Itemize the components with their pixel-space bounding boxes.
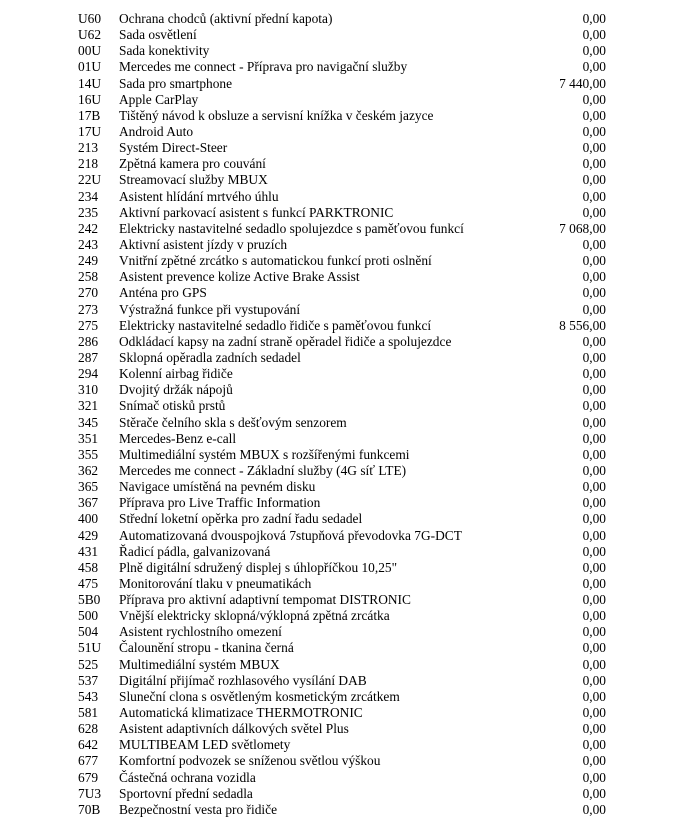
option-description: Multimediální systém MBUX — [119, 656, 280, 672]
option-price: 0,00 — [582, 269, 606, 285]
option-price: 0,00 — [582, 462, 606, 478]
option-price: 0,00 — [582, 11, 606, 26]
option-price: 0,00 — [582, 705, 606, 721]
list-item — [0, 479, 684, 495]
list-item — [0, 721, 684, 737]
option-description: Částečná ochrana vozidla — [119, 769, 256, 785]
option-code: 355 — [78, 446, 99, 462]
option-price: 0,00 — [582, 140, 606, 156]
list-item — [0, 285, 684, 301]
option-code: 367 — [78, 495, 99, 511]
option-price: 0,00 — [582, 527, 606, 543]
option-price: 0,00 — [582, 575, 606, 591]
option-price: 0,00 — [582, 253, 606, 269]
list-item — [0, 447, 684, 463]
list-item — [0, 156, 684, 172]
option-description: Asistent rychlostního omezení — [119, 624, 282, 640]
option-description: Ochrana chodců (aktivní přední kapota) — [119, 11, 333, 26]
list-item — [0, 318, 684, 334]
option-price: 0,00 — [582, 672, 606, 688]
option-price: 7 440,00 — [559, 75, 606, 91]
option-code: 22U — [78, 172, 102, 188]
list-item — [0, 221, 684, 237]
option-description: Anténa pro GPS — [119, 285, 207, 301]
option-price: 0,00 — [582, 172, 606, 188]
option-description: Sada osvětlení — [119, 27, 197, 43]
option-price: 0,00 — [582, 236, 606, 252]
option-code: 351 — [78, 430, 99, 446]
list-item — [0, 592, 684, 608]
option-code: 431 — [78, 543, 99, 559]
option-code: 475 — [78, 575, 99, 591]
option-code: 51U — [78, 640, 102, 656]
option-code: 213 — [78, 140, 99, 156]
option-price: 0,00 — [582, 753, 606, 769]
option-code: 458 — [78, 559, 99, 575]
option-price: 0,00 — [582, 59, 606, 75]
option-price: 0,00 — [582, 285, 606, 301]
list-item — [0, 544, 684, 560]
option-code: 273 — [78, 301, 99, 317]
option-code: 400 — [78, 511, 99, 527]
option-code: 235 — [78, 204, 99, 220]
option-price: 0,00 — [582, 204, 606, 220]
option-code: 581 — [78, 705, 99, 721]
option-code: 7U3 — [78, 785, 102, 801]
option-price: 0,00 — [582, 592, 606, 608]
list-item — [0, 657, 684, 673]
option-code: 17U — [78, 123, 102, 139]
option-price: 0,00 — [582, 188, 606, 204]
list-item — [0, 753, 684, 769]
list-item — [0, 43, 684, 59]
option-code: 310 — [78, 382, 99, 398]
option-code: U62 — [78, 27, 102, 43]
option-description: Mercedes-Benz e-call — [119, 430, 237, 446]
list-item — [0, 59, 684, 75]
option-code: 525 — [78, 656, 99, 672]
list-item — [0, 786, 684, 802]
list-item — [0, 382, 684, 398]
list-item — [0, 76, 684, 92]
list-item — [0, 463, 684, 479]
option-code: 365 — [78, 479, 99, 495]
option-description: Aktivní asistent jízdy v pruzích — [119, 236, 288, 252]
option-price: 0,00 — [582, 640, 606, 656]
option-description: Asistent hlídání mrtvého úhlu — [119, 188, 279, 204]
option-price: 0,00 — [582, 366, 606, 382]
list-item — [0, 415, 684, 431]
list-item — [0, 528, 684, 544]
option-price: 0,00 — [582, 801, 606, 817]
option-description: Řadicí pádla, galvanizovaná — [119, 543, 271, 559]
option-price: 0,00 — [582, 543, 606, 559]
list-item — [0, 560, 684, 576]
list-item — [0, 737, 684, 753]
list-item — [0, 802, 684, 818]
list-item — [0, 673, 684, 689]
option-description: Stěrače čelního skla s dešťovým senzorem — [119, 414, 347, 430]
option-description: Elektricky nastavitelné sedadlo řidiče s paměťovou funkcí — [119, 317, 432, 333]
option-description: Automatická klimatizace THERMOTRONIC — [119, 705, 363, 721]
option-description: Android Auto — [119, 123, 194, 139]
option-price: 0,00 — [582, 495, 606, 511]
option-description: Zpětná kamera pro couvání — [119, 156, 266, 172]
option-description: Dvojitý držák nápojů — [119, 382, 233, 398]
option-description: Kolenní airbag řidiče — [119, 366, 233, 382]
option-code: 642 — [78, 737, 99, 753]
option-code: 294 — [78, 366, 99, 382]
option-price: 0,00 — [582, 656, 606, 672]
option-description: Sada pro smartphone — [119, 75, 233, 91]
option-price: 0,00 — [582, 349, 606, 365]
option-code: 70B — [78, 801, 101, 817]
option-price: 0,00 — [582, 688, 606, 704]
list-item — [0, 350, 684, 366]
option-description: Bezpečnostní vesta pro řidiče — [119, 801, 278, 817]
option-description: Mercedes me connect - Základní služby (4G síť LTE) — [119, 462, 407, 478]
option-price: 0,00 — [582, 608, 606, 624]
option-code: 249 — [78, 253, 99, 269]
option-code: 543 — [78, 688, 99, 704]
option-description: Příprava pro Live Traffic Information — [119, 495, 321, 511]
list-item — [0, 269, 684, 285]
list-item — [0, 11, 684, 27]
option-description: Odkládací kapsy na zadní straně opěradel řidiče a spolujezdce — [119, 333, 452, 349]
list-item — [0, 92, 684, 108]
option-description: Vnitřní zpětné zrcátko s automatickou funkcí proti oslnění — [119, 253, 432, 269]
list-item — [0, 608, 684, 624]
list-item — [0, 189, 684, 205]
option-price: 0,00 — [582, 107, 606, 123]
list-item — [0, 172, 684, 188]
option-price: 0,00 — [582, 414, 606, 430]
option-description: Snímač otisků prstů — [119, 398, 226, 414]
option-description: Systém Direct-Steer — [119, 140, 228, 156]
option-description: Sluneční clona s osvětleným kosmetickým zrcátkem — [119, 688, 400, 704]
option-description: Čalounění stropu - tkanina černá — [119, 640, 294, 656]
option-price: 0,00 — [582, 430, 606, 446]
option-description: Tištěný návod k obsluze a servisní knížka v českém jazyce — [119, 107, 434, 123]
list-item — [0, 27, 684, 43]
list-item — [0, 124, 684, 140]
option-price: 0,00 — [582, 27, 606, 43]
option-description: Sklopná opěradla zadních sedadel — [119, 349, 301, 365]
option-description: MULTIBEAM LED světlomety — [119, 737, 291, 753]
list-item — [0, 140, 684, 156]
option-code: 500 — [78, 608, 99, 624]
option-price: 0,00 — [582, 721, 606, 737]
list-item — [0, 689, 684, 705]
list-item — [0, 237, 684, 253]
option-code: U60 — [78, 11, 102, 26]
list-item — [0, 640, 684, 656]
option-code: 14U — [78, 75, 102, 91]
option-price: 0,00 — [582, 785, 606, 801]
option-code: 321 — [78, 398, 99, 414]
option-description: Streamovací služby MBUX — [119, 172, 268, 188]
list-item — [0, 302, 684, 318]
list-item — [0, 511, 684, 527]
option-price: 8 556,00 — [559, 317, 606, 333]
option-description: Monitorování tlaku v pneumatikách — [119, 575, 312, 591]
option-price: 0,00 — [582, 301, 606, 317]
option-description: Elektricky nastavitelné sedadlo spolujezdce s paměťovou funkcí — [119, 220, 464, 236]
option-code: 677 — [78, 753, 99, 769]
option-description: Asistent prevence kolize Active Brake Assist — [119, 269, 360, 285]
list-item — [0, 398, 684, 414]
list-item — [0, 576, 684, 592]
option-code: 537 — [78, 672, 99, 688]
option-description: Sada konektivity — [119, 43, 210, 59]
option-code: 287 — [78, 349, 99, 365]
option-code: 345 — [78, 414, 99, 430]
option-code: 01U — [78, 59, 102, 75]
option-description: Vnější elektricky sklopná/výklopná zpětná zrcátka — [119, 608, 390, 624]
option-code: 275 — [78, 317, 99, 333]
option-code: 242 — [78, 220, 99, 236]
option-code: 286 — [78, 333, 99, 349]
option-description: Plně digitální sdružený displej s úhlopříčkou 10,25" — [119, 559, 398, 575]
list-item — [0, 205, 684, 221]
option-code: 504 — [78, 624, 99, 640]
list-item — [0, 705, 684, 721]
equipment-list — [0, 11, 684, 818]
option-code: 16U — [78, 91, 102, 107]
option-description: Výstražná funkce při vystupování — [119, 301, 301, 317]
option-code: 679 — [78, 769, 99, 785]
option-price: 0,00 — [582, 511, 606, 527]
option-description: Asistent adaptivních dálkových světel Plus — [119, 721, 349, 737]
option-description: Automatizovaná dvouspojková 7stupňová převodovka 7G-DCT — [119, 527, 462, 543]
option-price: 0,00 — [582, 156, 606, 172]
option-price: 0,00 — [582, 398, 606, 414]
option-description: Apple CarPlay — [119, 91, 199, 107]
list-item — [0, 431, 684, 447]
option-price: 0,00 — [582, 43, 606, 59]
option-description: Mercedes me connect - Příprava pro navigační služby — [119, 59, 408, 75]
option-description: Střední loketní opěrka pro zadní řadu sedadel — [119, 511, 363, 527]
option-description: Multimediální systém MBUX s rozšířenými funkcemi — [119, 446, 410, 462]
option-price: 0,00 — [582, 382, 606, 398]
option-code: 429 — [78, 527, 99, 543]
list-item — [0, 624, 684, 640]
option-code: 258 — [78, 269, 99, 285]
list-item — [0, 495, 684, 511]
option-description: Sportovní přední sedadla — [119, 785, 253, 801]
list-item — [0, 253, 684, 269]
option-code: 270 — [78, 285, 99, 301]
option-price: 0,00 — [582, 737, 606, 753]
option-code: 234 — [78, 188, 99, 204]
list-item — [0, 108, 684, 124]
list-item — [0, 334, 684, 350]
option-price: 0,00 — [582, 123, 606, 139]
option-description: Navigace umístěná na pevném disku — [119, 479, 316, 495]
option-description: Příprava pro aktivní adaptivní tempomat DISTRONIC — [119, 592, 411, 608]
list-item — [0, 770, 684, 786]
option-code: 5B0 — [78, 592, 101, 608]
option-description: Komfortní podvozek se sníženou světlou výškou — [119, 753, 381, 769]
option-price: 7 068,00 — [559, 220, 606, 236]
option-description: Aktivní parkovací asistent s funkcí PARKTRONIC — [119, 204, 394, 220]
option-price: 0,00 — [582, 559, 606, 575]
option-price: 0,00 — [582, 769, 606, 785]
option-price: 0,00 — [582, 91, 606, 107]
option-code: 00U — [78, 43, 102, 59]
option-code: 17B — [78, 107, 101, 123]
option-code: 243 — [78, 236, 99, 252]
option-code: 628 — [78, 721, 99, 737]
option-price: 0,00 — [582, 333, 606, 349]
option-code: 218 — [78, 156, 99, 172]
option-price: 0,00 — [582, 624, 606, 640]
list-item — [0, 366, 684, 382]
option-description: Digitální přijímač rozhlasového vysílání DAB — [119, 672, 367, 688]
option-price: 0,00 — [582, 479, 606, 495]
option-code: 362 — [78, 462, 99, 478]
option-price: 0,00 — [582, 446, 606, 462]
